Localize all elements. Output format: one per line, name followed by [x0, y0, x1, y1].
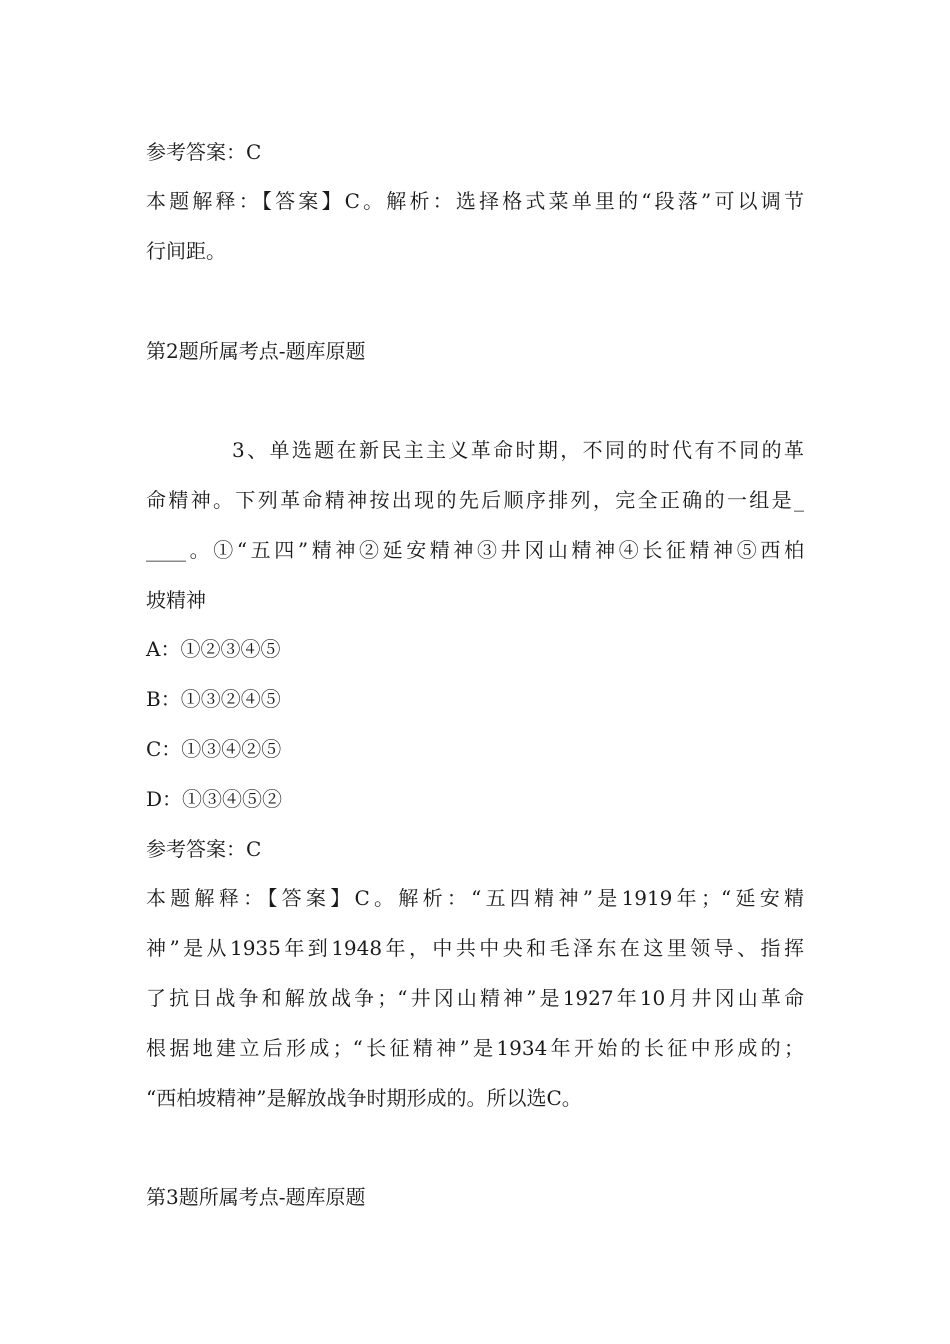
q3-stem-line-2: 命精神。下列革命精神按出现的先后顺序排列，完全正确的一组是_ [146, 488, 804, 512]
q3-option-b: B：①③②④⑤ [146, 687, 281, 711]
q3-stem-line-1: 3、单选题在新民主主义革命时期，不同的时代有不同的革 [232, 438, 804, 462]
q2-answer: 参考答案：C [146, 140, 262, 164]
q3-source: 第3题所属考点-题库原题 [146, 1185, 366, 1209]
q3-answer: 参考答案：C [146, 837, 262, 861]
q2-source: 第2题所属考点-题库原题 [146, 339, 366, 363]
q3-explanation-line-5: “西柏坡精神”是解放战争时期形成的。所以选C。 [146, 1086, 582, 1110]
q3-option-a: A：①②③④⑤ [146, 637, 281, 661]
q3-option-c: C：①③④②⑤ [146, 737, 282, 761]
q3-option-d: D：①③④⑤② [146, 787, 283, 811]
q3-stem-line-3: ____。①“五四”精神②延安精神③井冈山精神④长征精神⑤西柏 [146, 538, 804, 562]
q3-explanation-line-1: 本题解释：【答案】C。解析：“五四精神”是1919年；“延安精 [146, 886, 804, 910]
q2-explanation-line-2: 行间距。 [146, 239, 226, 263]
q3-stem-line-4: 坡精神 [146, 588, 206, 612]
q3-explanation-line-4: 根据地建立后形成；“长征精神”是1934年开始的长征中形成的； [146, 1036, 804, 1060]
q2-explanation-line-1: 本题解释：【答案】C。解析：选择格式菜单里的“段落”可以调节 [146, 189, 804, 213]
q3-explanation-line-2: 神”是从1935年到1948年，中共中央和毛泽东在这里领导、指挥 [146, 936, 804, 960]
q3-explanation-line-3: 了抗日战争和解放战争；“井冈山精神”是1927年10月井冈山革命 [146, 986, 804, 1010]
